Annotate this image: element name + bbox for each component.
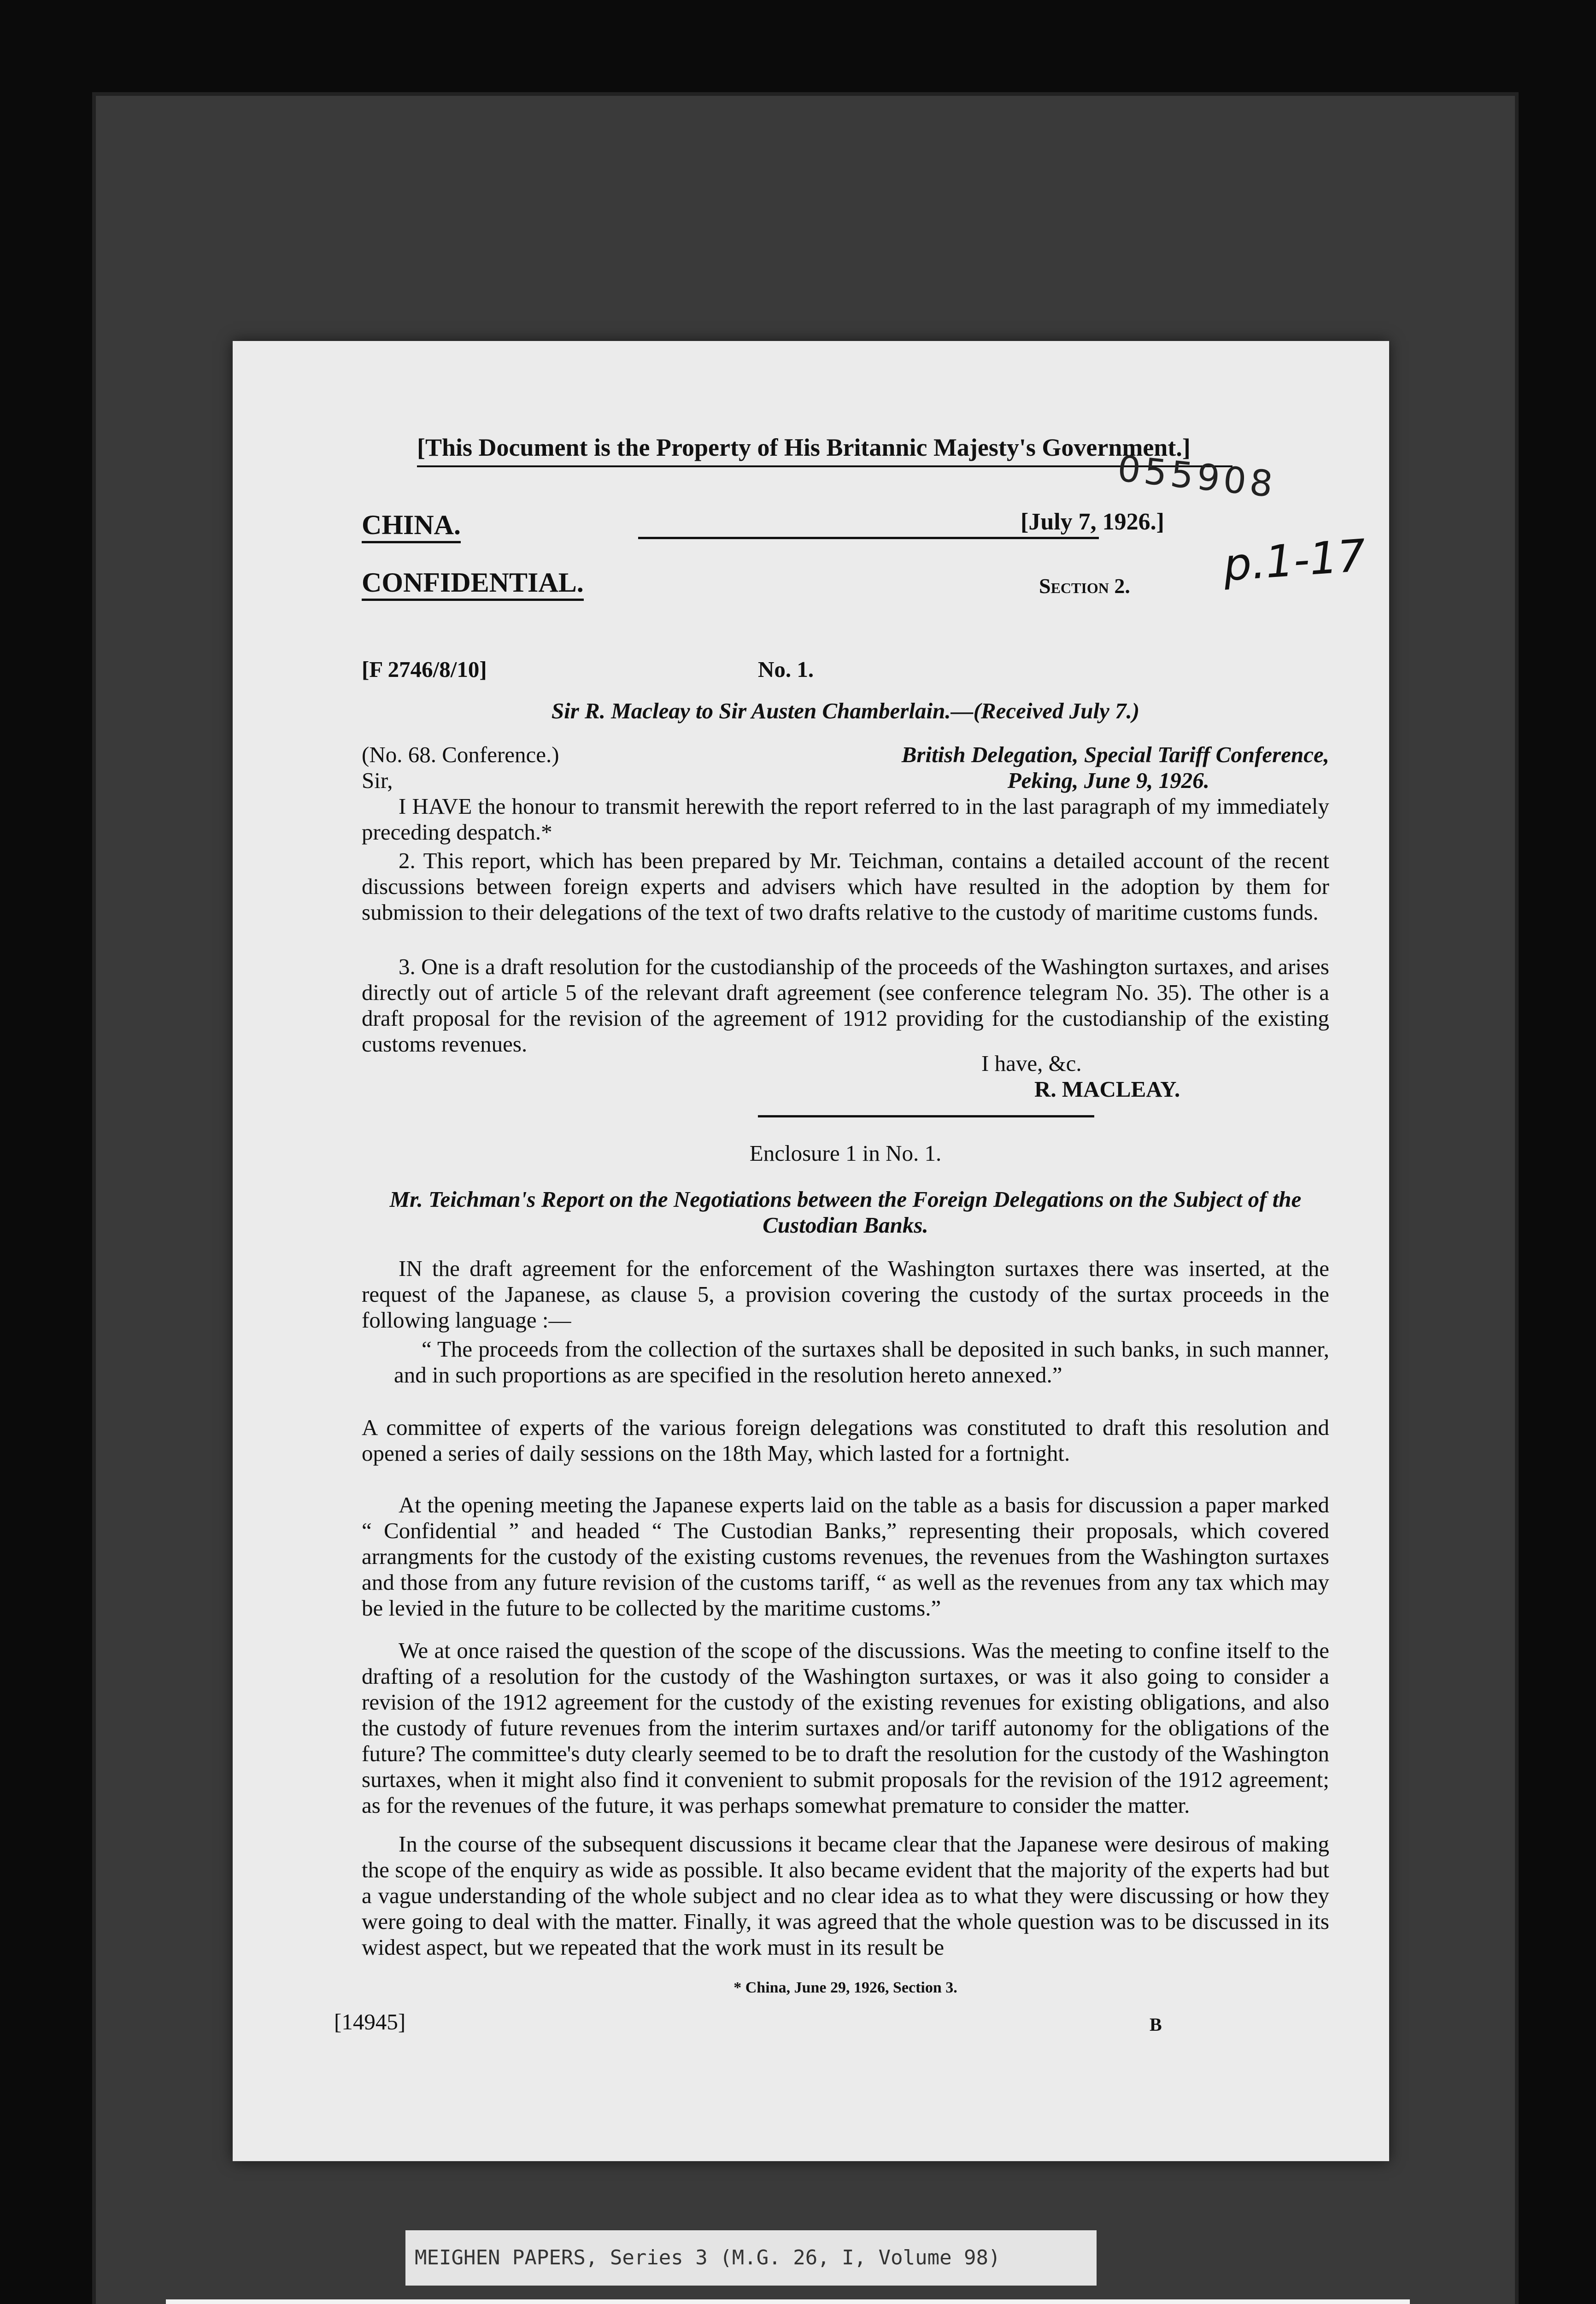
despatch-ref-no: (No. 68. Conference.) (362, 742, 559, 767)
header-divider (638, 537, 1099, 539)
country-heading: CHINA. (362, 509, 461, 543)
origin-line-2: Peking, June 9, 1926. (1007, 768, 1209, 793)
footnote: * China, June 29, 1926, Section 3. (733, 1979, 957, 1996)
despatch-para-2: 2. This report, which has been prepared by Mr. Teichman, contains a detailed account of the recent discussions between foreign experts and advisers which have resulted in the adoption by them for submission to their delegations of the text of two drafts relative to the custody of maritime customs funds. (362, 848, 1329, 925)
archives-card (166, 2299, 1410, 2304)
print-code: [14945] (334, 2009, 406, 2034)
enclosure-para-5: In the course of the subsequent discussions it became clear that the Japanese were desirous of making the scope of the enquiry as wide as possible. It also became evident that the majority of the experts had but a vague understanding of the whole subject and no clear idea as to what they were discussing or how they were going to deal with the matter. Finally, it was agreed that the whole question was to be discussed in its widest aspect, but we repeated that the work must in its result be (362, 1831, 1329, 1960)
closing: I have, &c. (981, 1051, 1082, 1076)
collection-label: MEIGHEN PAPERS, Series 3 (M.G. 26, I, Volume 98) (405, 2230, 1097, 2286)
section-label: Section 2. (1039, 574, 1130, 598)
property-notice: [This Document is the Property of His Britannic Majesty's Government.] (417, 433, 1232, 467)
document-number: No. 1. (758, 657, 814, 682)
enclosure-heading: Enclosure 1 in No. 1. (749, 1140, 942, 1166)
document-page (233, 341, 1389, 2161)
file-reference: [F 2746/8/10] (362, 657, 487, 682)
despatch-date: [July 7, 1926.] (1021, 509, 1164, 535)
signature-mark: B (1150, 2014, 1162, 2035)
classification-heading: CONFIDENTIAL. (362, 567, 584, 601)
enclosure-para-4: We at once raised the question of the scope of the discussions. Was the meeting to confine itself to the drafting of a resolution for the custody of the Washington surtaxes, or was it also going to consider a revision of the 1912 agreement for the custody of the existing revenues for existing obligations, and also the custody of future revenues from the interim surtaxes and/or tariff autonomy for the obligations of the future? The committee's duty clearly seemed to be to draft the resolution for the custody of the Washington surtaxes, when it might also find it convenient to submit proposals for the revision of the 1912 agreement; as for the revenues of the future, it was perhaps somewhat premature to consider the matter. (362, 1638, 1329, 1818)
despatch-para-3: 3. One is a draft resolution for the custodianship of the proceeds of the Washington surtaxes, and arises directly out of article 5 of the relevant draft agreement (see conference telegram No. 35). The other is a draft proposal for the revision of the agreement of 1912 providing for the custodianship of the existing customs revenues. (362, 954, 1329, 1057)
enclosure-para-1: IN the draft agreement for the enforcement of the Washington surtaxes there was inserted, at the request of the Japanese, as clause 5, a provision covering the custody of the surtax proceeds in the following language :— (362, 1256, 1329, 1333)
salutation: Sir, (362, 768, 393, 793)
enclosure-para-2: A committee of experts of the various foreign delegations was constituted to draft this resolution and opened a series of daily sessions on the 18th May, which lasted for a fortnight. (362, 1415, 1329, 1466)
enclosure-quote: “ The proceeds from the collection of the surtaxes shall be deposited in such banks, in such manner, and in such proportions as are specified in the resolution hereto annexed.” (394, 1336, 1329, 1387)
enclosure-title: Mr. Teichman's Report on the Negotiations between the Foreign Delegations on the Subject of the Custodian Banks. (389, 1187, 1302, 1238)
origin-line-1: British Delegation, Special Tariff Conference, (901, 742, 1329, 767)
stamp-number: 055908 (1115, 448, 1279, 506)
enclosure-para-3: At the opening meeting the Japanese experts laid on the table as a basis for discussion a paper marked “ Confidential ” and headed “ The Custodian Banks,” representing their proposals, which covered arrangments for the custody of the existing customs revenues, the revenues from the Washington surtaxes and those from any future revision of the customs tariff, “ as well as the revenues from any tax which may be levied in the future to be collected by the maritime customs.” (362, 1492, 1329, 1621)
signature-rule (758, 1115, 1094, 1117)
signature: R. MACLEAY. (1034, 1076, 1180, 1102)
despatch-para-1: I HAVE the honour to transmit herewith the report referred to in the last paragraph of my immediately preceding despatch.* (362, 793, 1329, 845)
despatch-title: Sir R. Macleay to Sir Austen Chamberlain.—(Received July 7.) (551, 698, 1140, 723)
handwritten-page-ref: p.1-17 (1221, 529, 1367, 591)
